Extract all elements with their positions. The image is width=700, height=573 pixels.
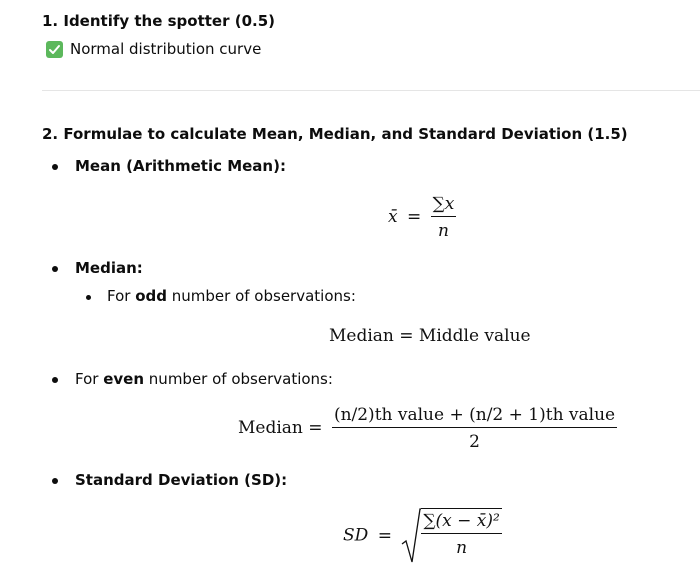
divider [42, 90, 700, 91]
mean-lhs: x̄ [388, 207, 398, 227]
bullet [52, 478, 58, 484]
sd-formula [343, 508, 502, 564]
mean-numerator: ∑x [432, 194, 455, 214]
mean-denominator: n [438, 221, 449, 241]
median-even-formula [238, 405, 617, 452]
sd-lhs: SD [343, 525, 369, 546]
answer-text: Normal distribution curve [70, 40, 262, 58]
median-even-fraction [332, 405, 617, 452]
bullet [52, 266, 58, 272]
sd-denominator: n [456, 538, 468, 558]
median-label: Median: [75, 259, 143, 277]
median-even-denominator: 2 [469, 432, 480, 452]
sd-fraction [421, 508, 501, 564]
sd-label: Standard Deviation (SD): [75, 471, 288, 489]
section1-heading: 1. Identify the spotter (0.5) [42, 12, 275, 30]
mean-fraction [431, 194, 457, 241]
sd-numerator: ∑(x − x̄)² [423, 511, 500, 531]
check-mark-icon [46, 41, 63, 58]
bullet [52, 164, 58, 170]
section2-heading: 2. Formulae to calculate Mean, Median, and Standard Deviation (1.5) [42, 125, 628, 143]
median-even-text: For even number of observations: [75, 370, 333, 388]
median-odd-formula: Median = Middle value [329, 326, 531, 346]
mean-label: Mean (Arithmetic Mean): [75, 157, 286, 175]
sd-eq: = [377, 525, 392, 546]
median-odd-text: For odd number of observations: [107, 287, 356, 305]
radical-sign-icon [401, 508, 421, 564]
sub-bullet [86, 295, 91, 300]
median-even-numerator: (n/2)th value + (n/2 + 1)th value [333, 405, 616, 425]
median-even-lhs: Median = [238, 418, 323, 438]
bullet [52, 377, 58, 383]
mean-formula [388, 194, 456, 241]
mean-eq: = [407, 207, 422, 227]
square-root [401, 508, 501, 564]
